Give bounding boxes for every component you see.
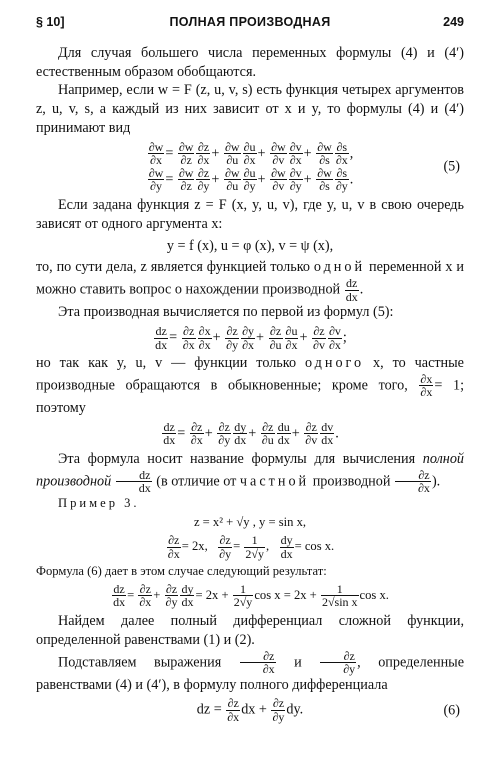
paragraph-9: Найдем далее полный дифференциал сложной функции, определенной равенствами (1) и (2). — [36, 613, 464, 648]
page-body — [36, 44, 464, 727]
example-result: $\frac{dz}{dx}$ = $\frac{\partial z}{\partial x}$ + $\frac{\partial z}{\partial y}$ $\frac{dy}{dx}$ = 2x + $\frac{1}{2√y}$ cos x = 2x + $\frac{1}{\text{2√sin x}}$ cos x. — [113, 581, 389, 610]
formula-5 — [36, 141, 464, 193]
page-number: 249 — [443, 15, 464, 29]
formula-total-derivative: $\frac{dz}{dx}$ = $\frac{\partial z}{\partial x}$ + $\frac{\partial z}{\partial y}$ $\frac{dy}{dx}$ + $\frac{\partial z}{\partial u}$ $\frac{du}{dx}$ + $\frac{\partial z}{\partial v}$ $\frac{dv}{dx}$ . — [163, 419, 339, 448]
section-ref: § 10] — [36, 15, 65, 29]
paragraph-10: Подставляем выражения $\frac{\partial z}{\partial x}$ и $\frac{\partial z}{\partial y}$ , определенные равенствами (4) и (4′), в формулу полного дифференциала — [36, 648, 464, 693]
paragraph-6: но так как y, u, v — функции только одного x, то частные производные обращаются в обыкновенные; кроме того, $\frac{\partial x}{\partial x}$ = 1; поэтому — [36, 355, 465, 417]
running-title: ПОЛНАЯ ПРОИЗВОДНАЯ — [169, 15, 331, 29]
dependency-equations: y = f (x), u = φ (x), v = ψ (x), — [166, 237, 334, 254]
running-header — [36, 14, 464, 34]
paragraph-7: Эта формула носит название формулы для вычисления полной производной $\frac{dz}{dx}$ (в отличие от частной производной $\frac{\partial z}{\partial x}$ ). — [36, 450, 465, 496]
paragraph-1: Для случая большего числа переменных формулы (4) и (4′) естественным образом обобщаются. — [36, 45, 464, 80]
equation-number-6: (6) — [443, 702, 460, 719]
paragraph-4: то, по сути дела, z является функцией только одной переменной x и можно ставить вопрос о нахождении производной $\frac{dz}{dx}$ . — [36, 259, 465, 304]
example-partials: $\frac{\partial z}{\partial x}$ = 2x, $\frac{\partial z}{\partial y}$ = $\frac{1}{2√y}$ , $\frac{dy}{dx}$ = cos x. — [167, 533, 335, 561]
example-definition: z = x² + √y , y = sin x, — [193, 515, 307, 530]
paragraph-5: Эта производная вычисляется по первой из формул (5): — [58, 304, 394, 321]
paragraph-3: Если задана функция z = F (x, y, u, v), где y, u, v в свою очередь зависят от одного аргумента x: — [36, 197, 464, 232]
formula-dz-dx-partial: $\frac{dz}{dx}$ = $\frac{\partial z}{\partial x}$ $\frac{\partial x}{\partial x}$ + $\frac{\partial z}{\partial y}$ $\frac{\partial y}{\partial x}$ + $\frac{\partial z}{\partial u}$ $\frac{\partial u}{\partial x}$ + $\frac{\partial z}{\partial v}$ $\frac{\partial v}{\partial x}$ ; — [155, 323, 347, 352]
example-label: Пример 3. — [58, 495, 140, 510]
formula-5-line-1: $\frac{\partial w}{\partial x}$ = $\frac{\partial w}{\partial z}$ $\frac{\partial z}{\partial x}$ + $\frac{\partial w}{\partial u}$ $\frac{\partial u}{\partial x}$ + $\frac{\partial w}{\partial v}$ $\frac{\partial v}{\partial x}$ + $\frac{\partial w}{\partial s}$ $\frac{\partial s}{\partial x}$ , — [148, 139, 354, 168]
paragraph-2: Например, если w = F (z, u, v, s) есть функция четырех аргументов z, u, v, s, а каждый из них зависит от x и y, то формулы (4) и (4′) принимают вид — [36, 82, 464, 136]
paragraph-8: Формула (6) дает в этом случае следующий результат: — [36, 564, 327, 579]
formula-6: dz = $\frac{\partial z}{\partial x}$ dx + $\frac{\partial z}{\partial y}$ dy. (6) — [196, 696, 460, 725]
equation-number-5: (5) — [443, 158, 460, 175]
formula-5-line-2: $\frac{\partial w}{\partial y}$ = $\frac{\partial w}{\partial z}$ $\frac{\partial z}{\partial y}$ + $\frac{\partial w}{\partial u}$ $\frac{\partial u}{\partial y}$ + $\frac{\partial w}{\partial v}$ $\frac{\partial v}{\partial y}$ + $\frac{\partial w}{\partial s}$ $\frac{\partial s}{\partial y}$ . — [148, 165, 354, 194]
